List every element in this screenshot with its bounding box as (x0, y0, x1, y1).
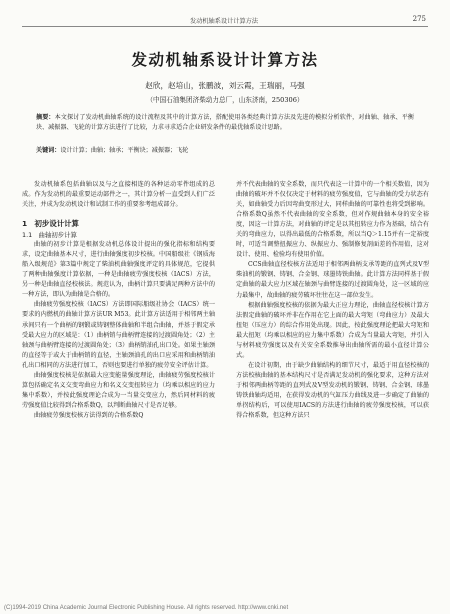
keywords (36, 146, 414, 155)
running-title: 发动机轴系设计计算方法 (190, 18, 259, 25)
abstract-label: 摘要： (36, 114, 55, 121)
paragraph-gap (22, 210, 215, 216)
page-number: 275 (412, 15, 426, 23)
keywords-text: 设计计算；曲轴；轴承；平衡块；减振器；飞轮 (60, 147, 189, 154)
left-column (22, 180, 215, 421)
abstract-text: 本文探讨了发动机曲轴系统的设计流程及其中的计算方法，搭配使用各类经典计算方法及先进的模拟分析软件，对曲轴、轴承、平衡块、减振器、飞轮的计算方法进行了比较，力求寻求适合企业研发条件的最优轴系设计思路。 (36, 114, 415, 132)
abstract (36, 113, 414, 133)
body-paragraph: 发动机轴系包括曲轴以及与之直接相连的各种运动零件组成的总成。作为发动机的最重要运动部件之一，其计算分析一直受到人们广泛关注，并成为发动机设计和试制工作的重要参考组成部分。 (22, 181, 215, 209)
body-paragraph: 曲轴疲劳强度校核（IACS）方法即国际船级社协会（IACS）统一要求的内燃机的曲轴计算方法UR M53。此计算方法适用于相邻两主轴承间只有一个曲柄的钢锻或铸钢整体曲轴和半组合曲轴，并基于假定承受最大应力的区域是：（1）曲柄销与曲柄臂连接的过渡圆角处；（2）主轴颈与曲柄臂连接的过渡圆角处；（3）曲柄销油孔出口处。如果主轴颈的直径等于或大于曲柄销的直径，主轴颈油孔的出口应采用和曲柄销油孔出口相同的方法进行加工，否则也要进行单独的疲劳安全评估计算。 (22, 301, 215, 369)
body-paragraph: 曲轴疲劳强度校核方法得到的合格系数Q (34, 411, 144, 419)
body-paragraph: 并不代表曲轴的安全系数，而只代表这一计算中的一个相关数值，因为曲轴的破坏并不仅仅决定于材料的疲劳强度值，它与曲轴的受力状态有关，如曲轴受力后因弯曲变形过大，同样曲轴的可靠性也将受到影响。合格系数Q虽然不代表曲轴的安全系数，但对作规曲轴本身的安全裕度，因这一计算方法，对曲轴的评定是以其扭转应力作为基础，结合有关的弯曲应力，以得出最低的合格系数，所以当Q＞1.15并有一定裕度时，可适当调整扭振应力、纵振应力、强制修复剖面差的作用值，这对设计、使用、检验均有使用价值。 (236, 181, 429, 259)
body-paragraph: CCS曲轴直径校核方法适用于相邻两曲柄支承等距的直列式及V型柴油机的锻钢、铸钢、合金钢、球墨铸铁曲轴。此计算方法同样基于假定曲轴的最大应力区域在轴颈与曲臂连接的过渡圆角处，这一区域的应力最集中，故曲轴的疲劳破坏往往在这一部位发生。 (236, 261, 429, 299)
right-column (236, 180, 429, 421)
body-paragraph: 根据曲轴强度校核的依据为最大正应力理论，曲轴直径校核计算方法假定曲轴的破坏并非在作用在它上面的最大弯矩（弯曲应力）及最大扭矩（压应力）的综合作用处出现。因此，按此强度理论把最大弯矩和最大扭矩（均乘以相应的应力集中系数）合成为当量最大弯矩，并引入与材料疲劳强度以及有关安全系数推导出曲轴所需的最小直径计算公式。 (236, 301, 429, 359)
paper-title: 发动机轴系设计计算方法 (131, 50, 319, 69)
copyright-footer: (C)1994-2019 China Academic Journal Electronic Publishing House. All rights reserved. http://www.cnki.net (4, 605, 289, 611)
keywords-label: 关键词： (36, 147, 61, 154)
body-paragraph: 曲轴的初步计算是根据发动机总体设计提出的强化指标和结构要求，设定曲轴基本尺寸，进行曲轴强度初步校核。中国船级社《钢质海船入级规范》第3篇中规定了柴油机曲轴强度评定的具体规范，它提供了两种曲轴强度计算依据，一种是曲轴疲劳强度校核（IACS）方法，另一种是曲轴直径校核法。规范认为，曲柄计算只要满足两种方法中的一种方法，即认为曲轴是合格的。 (22, 241, 215, 299)
subsection-heading: 1.1 曲轴初步计算 (22, 231, 77, 240)
body-paragraph: 曲轴强度校核是依据最大应变能量强度理论，曲轴疲劳强度校核计算包括确定名义交变弯曲应力和名义交变扭转应力（均乘以相应的应力集中系数），并按此强度理论合成为一当量交变应力，然后同材料的疲劳强度值比较得到合格系数Q，以判断曲轴尺寸是否足够。 (22, 371, 215, 409)
running-header (22, 14, 428, 27)
author-list: 赵欣，赵培山，张鹏波，刘云霞，王瑞丽，马强 (145, 81, 305, 90)
section-heading: 1 初步设计计算 (22, 219, 79, 229)
body-paragraph: 在设计初期，由于缺少曲轴结构的细节尺寸，最适于用直径校核的方法校核曲轴的基本结构尺寸是否满足发动机的强化要求，这种方法对于相邻两曲柄等距的直列式及V型发动机的锻钢、铸钢、合金钢、球墨铸铁曲轴均适用，在获得发动机的气缸压力曲线及进一步确定了曲轴的单拐结构后，可以使用IACS的方法进行曲轴的疲劳强度校核，可以获得合格系数，但这种方法只 (236, 361, 429, 420)
affiliation: （中国石油集团济柴动力总厂，山东济南，250306） (146, 96, 304, 104)
